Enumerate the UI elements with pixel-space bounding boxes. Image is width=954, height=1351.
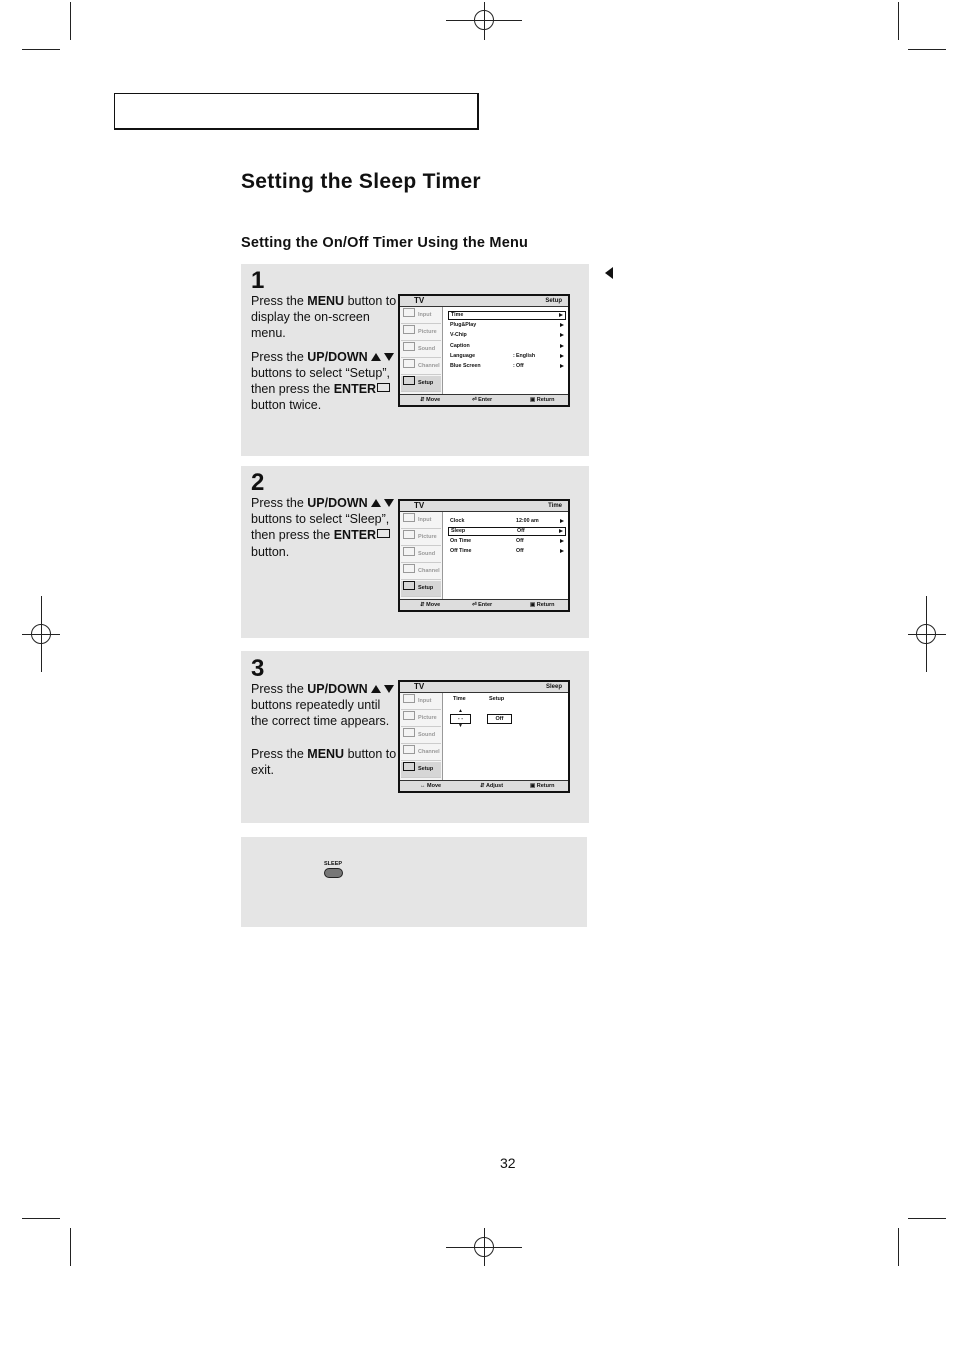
sidebar-label: Sound — [418, 346, 436, 352]
registration-mark — [908, 634, 946, 635]
registration-mark — [484, 2, 485, 40]
row-label: Clock — [450, 518, 465, 524]
footer-return: ▣ Return — [530, 783, 555, 789]
sidebar-label: Channel — [418, 749, 440, 755]
sidebar-item-channel — [401, 745, 441, 761]
menu-row — [448, 527, 566, 536]
step-number: 3 — [251, 655, 265, 682]
sidebar-item-setup — [401, 376, 441, 392]
key-name: MENU — [307, 746, 345, 761]
screen-header — [400, 296, 568, 307]
step-panel-2 — [241, 466, 589, 638]
text: button to display the on-screen menu. — [251, 294, 397, 341]
speaker-icon — [403, 342, 415, 351]
text: button. — [251, 544, 290, 559]
note-panel — [241, 837, 587, 927]
menu-screen — [398, 294, 570, 407]
sleep-button-icon — [324, 868, 343, 878]
instruction-paragraph — [251, 495, 401, 560]
step-instructions — [251, 681, 399, 778]
row-value: 12:00 am — [516, 518, 539, 524]
key-name: UP/DOWN — [307, 349, 368, 364]
footer-label: Enter — [478, 602, 493, 608]
down-arrow-icon — [384, 353, 394, 361]
row-label: On Time — [450, 538, 472, 544]
up-arrow-icon — [371, 685, 381, 693]
crop-mark — [22, 1218, 60, 1219]
footer-move: ⇵ Move — [420, 397, 441, 403]
footer-label: Enter — [478, 397, 493, 403]
page-title: Setting the Sleep Timer — [241, 170, 481, 193]
sidebar-item-setup — [401, 581, 441, 597]
footer-return: ▣ Return — [530, 397, 555, 403]
row-value: Off — [516, 538, 524, 544]
menu-row — [448, 321, 566, 330]
setup-icon — [403, 376, 415, 385]
antenna-icon — [403, 745, 415, 754]
menu-row — [448, 331, 566, 340]
footer-move: ↔ Move — [420, 783, 442, 789]
crop-mark — [70, 2, 71, 40]
arrow-right-icon — [560, 539, 564, 543]
instruction-paragraph — [251, 293, 401, 342]
arrow-right-icon — [560, 333, 564, 337]
sidebar-item-input — [401, 308, 441, 324]
sidebar-item-picture — [401, 711, 441, 727]
row-label: Time — [451, 312, 464, 318]
arrow-right-icon — [560, 354, 564, 358]
footer-label: Move — [426, 397, 441, 403]
crop-mark — [898, 2, 899, 40]
text: Press the — [251, 746, 308, 761]
menu-screen — [398, 499, 570, 612]
speaker-icon — [403, 547, 415, 556]
sidebar-label: Setup — [418, 380, 434, 386]
picture-icon — [403, 325, 415, 334]
registration-mark — [484, 1228, 485, 1266]
step-number: 1 — [251, 267, 265, 294]
up-arrow-icon — [371, 499, 381, 507]
row-label: Blue Screen — [450, 363, 481, 369]
sidebar-label: Input — [418, 312, 432, 318]
sidebar-label: Picture — [418, 329, 437, 335]
footer-return: ▣ Return — [530, 602, 555, 608]
row-value: English — [516, 353, 536, 359]
down-arrow-icon — [384, 499, 394, 507]
setup-label: Setup — [489, 696, 505, 702]
text: buttons to select “Setup”, then press the — [251, 365, 390, 397]
sleep-button-label: SLEEP — [324, 861, 343, 867]
footer-enter: ⏎ Enter — [472, 397, 493, 403]
instruction-paragraph — [251, 349, 401, 414]
step-panel-1 — [241, 264, 589, 456]
step-instructions — [251, 495, 401, 560]
colon: : — [513, 353, 515, 359]
arrow-right-icon — [559, 529, 563, 533]
header-box — [114, 93, 479, 130]
row-label: Language — [450, 353, 476, 359]
screen-header-title: Sleep — [545, 684, 562, 690]
input-icon — [403, 308, 415, 317]
crop-mark — [908, 1218, 946, 1219]
key-name: MENU — [307, 294, 345, 308]
text: Press the — [251, 349, 308, 364]
sidebar-item-channel — [401, 359, 441, 375]
sidebar-label: Picture — [418, 715, 437, 721]
triangle-left-icon — [605, 267, 613, 279]
crop-mark — [908, 49, 946, 50]
screen-sidebar — [400, 693, 443, 780]
setup-value-box: Off — [487, 714, 512, 724]
menu-row — [448, 362, 566, 371]
row-value: Off — [516, 363, 524, 369]
arrow-right-icon — [560, 364, 564, 368]
row-label: V-Chip — [450, 332, 467, 338]
footer-label: Adjust — [485, 783, 504, 789]
antenna-icon — [403, 564, 415, 573]
screen-tv-label: TV — [414, 296, 425, 305]
screen-sidebar — [400, 512, 443, 599]
arrow-right-icon — [559, 313, 563, 317]
footer-move: ⇵ Move — [420, 602, 441, 608]
sidebar-label: Input — [418, 517, 432, 523]
up-arrow-icon — [371, 353, 381, 361]
footer-label: Return — [536, 397, 555, 403]
text: Press the — [251, 682, 308, 696]
arrow-right-icon — [560, 519, 564, 523]
row-label: Off Time — [450, 548, 472, 554]
row-label: Sleep — [451, 528, 466, 534]
registration-mark — [41, 596, 42, 672]
step-panel-3 — [241, 651, 589, 823]
sidebar-label: Setup — [418, 585, 434, 591]
crop-mark — [70, 1228, 71, 1266]
text: buttons repeatedly until the correct time appears. — [251, 698, 390, 729]
text: buttons to select “Sleep”, then press the — [251, 512, 390, 543]
enter-icon — [377, 529, 390, 538]
menu-row — [448, 342, 566, 351]
time-label: Time — [453, 696, 466, 702]
row-label: Plug&Play — [450, 322, 477, 328]
key-name: ENTER — [333, 528, 377, 543]
footer-adjust: ⇵ Adjust — [480, 783, 504, 789]
time-value-box: - - — [450, 714, 471, 724]
screen-header — [400, 682, 568, 693]
sidebar-label: Channel — [418, 363, 440, 369]
input-icon — [403, 694, 415, 703]
screen-footer — [400, 780, 568, 791]
chevron-down-icon: ▼ — [458, 723, 463, 729]
text: Press the — [251, 294, 308, 308]
sidebar-item-picture — [401, 325, 441, 341]
sidebar-item-sound — [401, 547, 441, 563]
key-name: UP/DOWN — [307, 682, 368, 696]
section-subtitle: Setting the On/Off Timer Using the Menu — [241, 235, 529, 251]
sidebar-label: Sound — [418, 551, 436, 557]
sidebar-item-picture — [401, 530, 441, 546]
down-arrow-icon — [384, 685, 394, 693]
crop-mark — [898, 1228, 899, 1266]
sidebar-item-setup — [401, 762, 441, 778]
colon: : — [513, 363, 515, 369]
key-name: ENTER — [333, 382, 377, 397]
arrow-right-icon — [560, 344, 564, 348]
menu-row — [448, 537, 566, 546]
sidebar-label: Sound — [418, 732, 436, 738]
sidebar-item-sound — [401, 342, 441, 358]
crop-mark — [22, 49, 60, 50]
setup-icon — [403, 581, 415, 590]
step-instructions — [251, 293, 401, 413]
menu-screen — [398, 680, 570, 793]
speaker-icon — [403, 728, 415, 737]
menu-row — [448, 311, 566, 320]
menu-row — [448, 547, 566, 556]
row-label: Caption — [450, 343, 470, 349]
footer-label: Return — [536, 602, 555, 608]
screen-footer — [400, 394, 568, 405]
input-icon — [403, 513, 415, 522]
step-number: 2 — [251, 469, 265, 496]
footer-enter: ⏎ Enter — [472, 602, 493, 608]
sidebar-label: Input — [418, 698, 432, 704]
text: button to exit. — [251, 746, 397, 777]
sidebar-label: Picture — [418, 534, 437, 540]
sidebar-label: Channel — [418, 568, 440, 574]
setup-icon — [403, 762, 415, 771]
text: button twice. — [251, 398, 322, 413]
footer-label: Return — [536, 783, 555, 789]
sidebar-label: Setup — [418, 766, 434, 772]
picture-icon — [403, 530, 415, 539]
menu-row — [448, 517, 566, 526]
sidebar-item-sound — [401, 728, 441, 744]
key-name: UP/DOWN — [307, 496, 368, 510]
row-value: Off — [516, 548, 524, 554]
screen-header-title: Setup — [545, 298, 562, 304]
sidebar-item-input — [401, 513, 441, 529]
arrow-right-icon — [560, 549, 564, 553]
screen-tv-label: TV — [414, 682, 425, 691]
screen-tv-label: TV — [414, 501, 425, 510]
page-number: 32 — [500, 1155, 516, 1171]
text: Press the — [251, 496, 308, 510]
screen-footer — [400, 599, 568, 610]
screen-header — [400, 501, 568, 512]
picture-icon — [403, 711, 415, 720]
screen-sidebar — [400, 307, 443, 394]
footer-label: Move — [426, 602, 441, 608]
footer-label: Move — [427, 783, 442, 789]
instruction-paragraph — [251, 746, 399, 778]
sidebar-item-channel — [401, 564, 441, 580]
screen-header-title: Time — [548, 503, 562, 509]
instruction-paragraph — [251, 681, 399, 730]
sidebar-item-input — [401, 694, 441, 710]
enter-icon — [377, 383, 390, 392]
antenna-icon — [403, 359, 415, 368]
arrow-right-icon — [560, 323, 564, 327]
menu-row — [448, 352, 566, 361]
row-value: Off — [517, 528, 525, 534]
chevron-up-icon: ▲ — [458, 708, 463, 714]
registration-mark — [926, 596, 927, 672]
